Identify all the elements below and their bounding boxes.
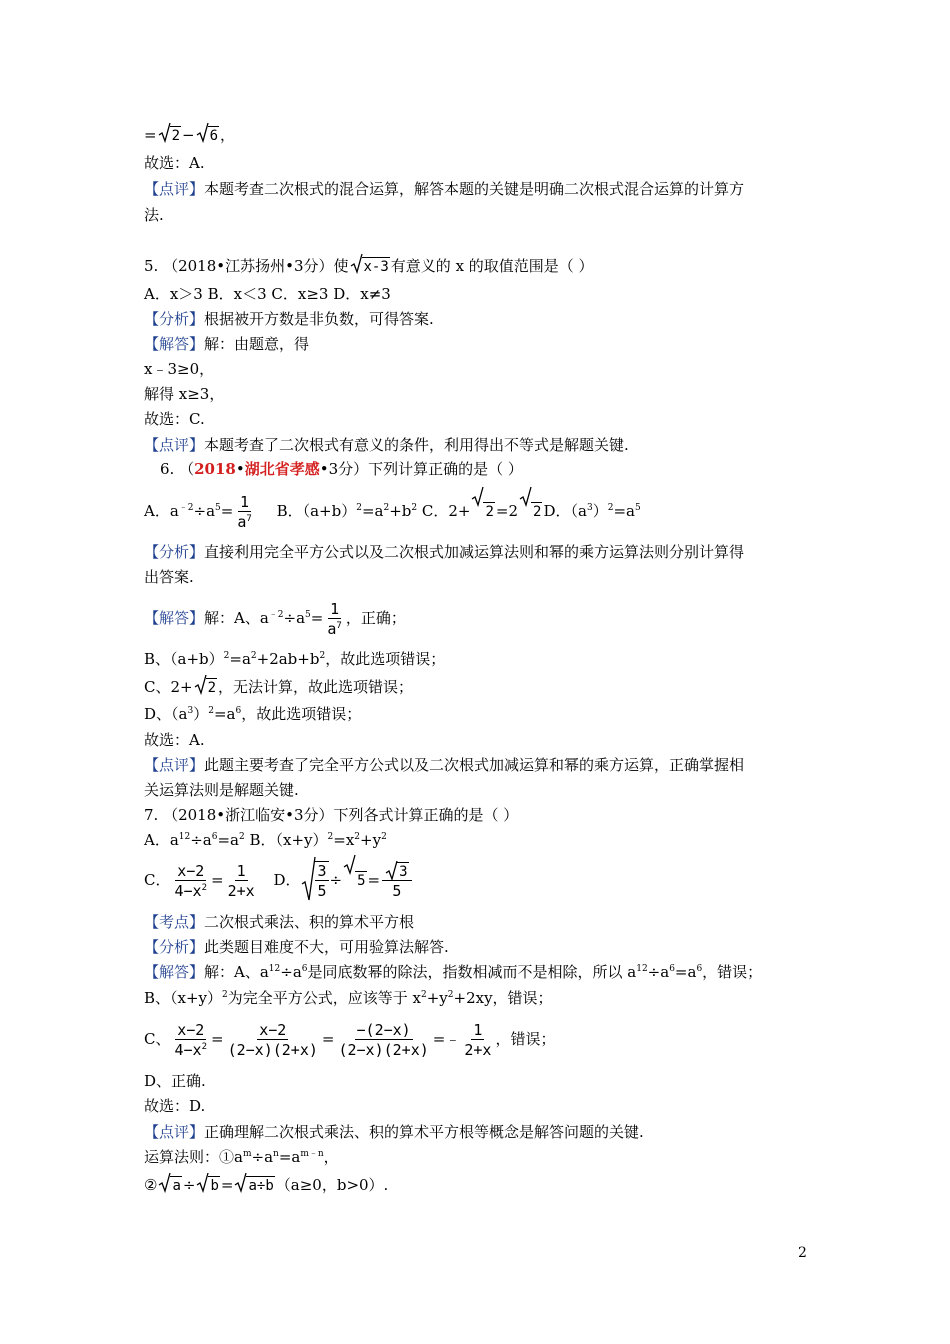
rule2-end: （a≥0，b>0）. <box>275 1176 389 1194</box>
line-b-mid: =a <box>229 650 251 668</box>
exponent: m <box>242 1149 252 1159</box>
sqrt-2 <box>194 676 217 698</box>
rule-tail: =a <box>278 1148 301 1166</box>
sqrt-6 <box>196 124 219 146</box>
exponent: ﹣2 <box>268 610 284 620</box>
den-base: 4−x <box>174 881 202 900</box>
fraction-1-over-a7 <box>325 600 343 639</box>
opt-d-mid: ） <box>592 502 608 520</box>
q6-comment-line1 <box>144 754 744 776</box>
q5-stem-text: 有意义的 x 的取值范围是（ ） <box>390 257 594 275</box>
numerator: x−2 <box>259 1020 287 1039</box>
exponent: 3 <box>187 706 194 716</box>
exponent: 12 <box>268 964 281 974</box>
numerator: 1 <box>473 1020 483 1039</box>
denominator: 5 <box>392 881 402 900</box>
answer-text: 解：A、a <box>204 963 269 981</box>
answer-tag: 【解答】 <box>144 963 205 981</box>
q7-options-cd <box>144 856 414 904</box>
opt-c-eq: =2 <box>495 502 519 520</box>
exponent: n <box>273 1149 279 1159</box>
sqrt-3 <box>385 862 408 880</box>
denominator <box>325 619 343 639</box>
radicand: 2 <box>485 504 494 520</box>
den-base: a <box>237 512 247 531</box>
exponent: 2 <box>223 651 230 661</box>
line-c: C、2+ <box>144 678 193 696</box>
exponent: m﹣n <box>300 1149 324 1159</box>
equals-minus: =﹣ <box>432 1030 461 1048</box>
line-b: B、（x+y） <box>144 989 223 1007</box>
q7-analysis <box>144 936 449 958</box>
radicand: 3 <box>399 863 408 880</box>
den-base: a <box>327 619 337 638</box>
exponent: 6 <box>301 964 308 974</box>
minus-sign: − <box>182 126 195 144</box>
exponent: 5 <box>305 610 311 620</box>
radicand-fraction <box>315 861 328 901</box>
q5-comment <box>144 434 629 456</box>
denominator <box>172 881 209 901</box>
opt-b-mid: =a <box>361 502 384 520</box>
q6-options <box>144 488 641 534</box>
fraction-3 <box>336 1021 430 1060</box>
sqrt-a-div-b <box>234 1174 274 1196</box>
opt-a: A．a <box>144 831 179 849</box>
exponent: 2 <box>319 651 326 661</box>
radicand: a <box>172 1178 181 1194</box>
answer-tail: =a <box>674 963 697 981</box>
comment-tag: 【点评】 <box>144 756 205 774</box>
comment-tag: 【点评】 <box>144 180 205 198</box>
q6-number: 6. （ <box>160 460 195 478</box>
opt-b-tail: +b <box>389 502 412 520</box>
numerator: x−2 <box>177 861 205 880</box>
denominator: 5 <box>317 882 327 900</box>
exponent: 5 <box>215 503 221 513</box>
exponent: 2 <box>239 832 245 842</box>
q5-step1: x﹣3≥0， <box>144 360 215 378</box>
numerator: 1 <box>236 861 246 880</box>
comment-text: 本题考查了二次根式有意义的条件，利用得出不等式是解题关键. <box>204 436 629 454</box>
opt-d: D． <box>273 871 301 889</box>
exponent: 7 <box>336 620 342 631</box>
sqrt-fraction-3-5 <box>301 856 328 904</box>
radicand: a÷b <box>248 1178 274 1194</box>
q7-rule2 <box>144 1174 388 1196</box>
answer-end: ，错误； <box>702 963 763 981</box>
sqrt-2 <box>519 488 542 534</box>
numerator: 1 <box>330 599 340 618</box>
analysis-tag: 【分析】 <box>144 543 205 561</box>
radicand: 2 <box>533 504 542 520</box>
analysis-text: 根据被开方数是非负数，可得答案. <box>204 310 434 328</box>
q5-analysis <box>144 308 434 330</box>
rule-end: ， <box>323 1148 339 1166</box>
opt-b: B．（x+y） <box>244 831 328 849</box>
divide-sign: ÷ <box>182 1176 196 1194</box>
circled-two: ② <box>144 1176 158 1194</box>
q5-step2: 解得 x≥3， <box>144 385 225 403</box>
q7-rule1 <box>144 1146 339 1168</box>
q5-answer <box>144 333 309 355</box>
opt-a-mid: ÷a <box>193 502 216 520</box>
equals-sign: = <box>321 1030 335 1048</box>
answer-tail: ，正确； <box>345 609 406 627</box>
q6-comment-line2: 关运算法则是解题关键. <box>144 781 299 799</box>
sqrt-b <box>196 1174 219 1196</box>
opt-c: C．2+ <box>417 502 471 520</box>
q7-line-b <box>144 987 553 1009</box>
exponent: 2 <box>208 706 214 716</box>
equals-sign: = <box>211 871 224 889</box>
q6-choice: 故选：A. <box>144 731 205 749</box>
answer-text: 解：由题意，得 <box>204 335 310 353</box>
punctuation: ， <box>220 126 236 144</box>
radicand: 2 <box>207 680 217 696</box>
numerator: −(2−x) <box>356 1020 411 1039</box>
line-b-tail: +2ab+b <box>256 650 320 668</box>
page-number: 2 <box>798 1245 807 1261</box>
q6-analysis-line2: 出答案. <box>144 568 194 586</box>
point-tag: 【考点】 <box>144 913 205 931</box>
separator: • <box>235 460 245 478</box>
radicand: x-3 <box>363 259 389 275</box>
exponent: 2 <box>411 503 418 513</box>
answer-text2: 是同底数幂的除法，指数相减而不是相除，所以 a <box>307 963 637 981</box>
opt-b: B．（a+b） <box>276 502 357 520</box>
sqrt-a <box>158 1174 181 1196</box>
exponent: 6 <box>669 964 675 974</box>
exponent: 2 <box>447 990 454 1000</box>
exponent: 2 <box>354 832 361 842</box>
opt-d-tail: =a <box>613 502 635 520</box>
opt-d: D．（a <box>543 502 587 520</box>
line-d: D、（a <box>144 705 188 723</box>
analysis-tag: 【分析】 <box>144 310 205 328</box>
exponent: 2 <box>201 1041 207 1052</box>
exponent: 3 <box>586 503 593 513</box>
line-c-end: ，无法计算，故此选项错误； <box>218 678 414 696</box>
opt-a-tail: =a <box>217 831 239 849</box>
q6-stem <box>160 458 523 480</box>
answer-mid2: ÷a <box>647 963 670 981</box>
sqrt-2 <box>158 124 181 146</box>
numerator: 3 <box>317 862 327 880</box>
opt-a-mid: ÷a <box>190 831 212 849</box>
fraction-c-rhs <box>226 862 257 901</box>
fraction-c-lhs <box>172 862 209 901</box>
q6-year: 2018 <box>194 460 236 478</box>
comment-tag: 【点评】 <box>144 436 205 454</box>
numerator: x−2 <box>177 1020 205 1039</box>
line-c-end: ，错误； <box>495 1030 556 1048</box>
sqrt-5 <box>343 856 366 904</box>
q7-stem: 7. （2018•浙江临安•3分）下列各式计算正确的是（ ） <box>144 806 519 824</box>
denominator <box>172 1040 209 1060</box>
prev-result-line <box>144 124 235 146</box>
exponent: 2 <box>383 503 390 513</box>
exponent: 12 <box>636 964 648 974</box>
equals-sign: = <box>144 126 157 144</box>
separator: • <box>319 460 329 478</box>
q6-answer <box>144 595 406 641</box>
line-b-text: 为完全平方公式，应该等于 x <box>227 989 421 1007</box>
exponent: 6 <box>696 964 703 974</box>
comment-text: 此题主要考查了完全平方公式以及二次根式加减运算和幂的乘方运算，正确掌握相 <box>204 756 745 774</box>
exponent: 5 <box>634 503 641 513</box>
exponent: 2 <box>201 882 207 893</box>
fraction-sqrt3-over-5 <box>382 862 411 901</box>
q6-line-c <box>144 676 413 698</box>
denominator: 2+x <box>464 1040 492 1059</box>
rule-mid: ÷a <box>251 1148 274 1166</box>
line-b-text2: +y <box>426 989 448 1007</box>
sqrt-x-3 <box>350 255 390 277</box>
prev-choice: 故选：A. <box>144 154 205 172</box>
opt-a: A．a <box>144 502 179 520</box>
opt-b-tail2: +y <box>360 831 382 849</box>
radicand: 2 <box>171 128 181 144</box>
exponent: 2 <box>222 990 228 1000</box>
radicand: 6 <box>209 128 219 144</box>
denominator: 2+x <box>227 881 255 900</box>
exponent: 2 <box>421 990 427 1000</box>
line-c: C、 <box>144 1030 171 1048</box>
q6-line-d <box>144 703 361 725</box>
exponent: 6 <box>235 706 242 716</box>
exponent: 7 <box>246 513 252 524</box>
exponent: 2 <box>327 832 334 842</box>
opt-c: C． <box>144 871 171 889</box>
equals-sign: = <box>367 871 381 889</box>
denominator <box>235 512 253 532</box>
exponent: 12 <box>178 832 191 842</box>
line-b-end: +2xy，错误； <box>453 989 553 1007</box>
exponent: 2 <box>250 651 257 661</box>
q6-stem-text: 3分）下列计算正确的是（ ） <box>328 460 523 478</box>
q5-stem-text: 5. （2018•江苏扬州•3分）使 <box>144 257 349 275</box>
analysis-tag: 【分析】 <box>144 938 205 956</box>
q5-stem <box>144 255 594 277</box>
radicand: b <box>210 1178 219 1194</box>
sqrt-2 <box>471 488 494 534</box>
analysis-text: 直接利用完全平方公式以及二次根式加减运算法则和幂的乘方运算法则分别计算得 <box>204 543 745 561</box>
rule-text: 运算法则：①a <box>144 1148 243 1166</box>
answer-mid: ÷a <box>283 609 306 627</box>
line-b-end: ，故此选项错误； <box>325 650 446 668</box>
numerator <box>382 862 411 881</box>
exponent: 2 <box>356 503 362 513</box>
answer-mid: ÷a <box>280 963 302 981</box>
radicand: 5 <box>357 873 366 889</box>
prev-comment-line2: 法. <box>144 206 164 224</box>
fraction-1-over-a7 <box>235 493 253 532</box>
exponent: 2 <box>381 832 387 842</box>
comment-text: 本题考查二次根式的混合运算，解答本题的关键是明确二次根式混合运算的计算方 <box>204 180 745 198</box>
analysis-text: 此类题目难度不大，可用验算法解答. <box>204 938 449 956</box>
numerator: 1 <box>240 492 250 511</box>
q7-line-d: D、正确. <box>144 1072 206 1090</box>
q7-point <box>144 911 414 933</box>
comment-tag: 【点评】 <box>144 1123 205 1141</box>
q5-options: A．x＞3 B．x＜3 C．x≥3 D．x≠3 <box>144 285 391 303</box>
divide-sign: ÷ <box>329 871 343 889</box>
line-d-end: ，故此选项错误； <box>241 705 362 723</box>
equals-sign: = <box>220 1176 234 1194</box>
answer-tag: 【解答】 <box>144 335 205 353</box>
equals-sign: = <box>211 1030 224 1048</box>
fraction-4 <box>462 1021 493 1060</box>
q7-line-c <box>144 1015 555 1063</box>
fraction-2 <box>226 1021 320 1060</box>
exponent: 6 <box>211 832 218 842</box>
q7-options-ab <box>144 829 387 851</box>
den-base: 4−x <box>174 1040 202 1059</box>
point-text: 二次根式乘法、积的算术平方根 <box>204 913 415 931</box>
q6-analysis-line1 <box>144 541 744 563</box>
denominator: (2−x)(2+x) <box>227 1040 318 1059</box>
exponent: ﹣2 <box>178 503 194 513</box>
line-d-tail: =a <box>213 705 236 723</box>
opt-b-tail: =x <box>333 831 355 849</box>
exponent: 2 <box>607 503 614 513</box>
answer-tag: 【解答】 <box>144 609 205 627</box>
q6-place: 湖北省孝感 <box>244 460 320 478</box>
denominator: (2−x)(2+x) <box>338 1040 429 1059</box>
answer-text: 解：A、a <box>204 609 269 627</box>
equals-sign: = <box>310 609 324 627</box>
line-b: B、（a+b） <box>144 650 224 668</box>
equals-sign: = <box>220 502 234 520</box>
q7-comment <box>144 1121 644 1143</box>
q7-choice: 故选：D. <box>144 1097 206 1115</box>
comment-text: 正确理解二次根式乘法、积的算术平方根等概念是解答问题的关键. <box>204 1123 644 1141</box>
fraction-1 <box>172 1021 209 1060</box>
q5-choice: 故选：C. <box>144 410 205 428</box>
q7-answer-a <box>144 961 762 983</box>
line-d-mid: ） <box>193 705 209 723</box>
q6-line-b <box>144 648 445 670</box>
prev-comment-line1 <box>144 178 744 200</box>
